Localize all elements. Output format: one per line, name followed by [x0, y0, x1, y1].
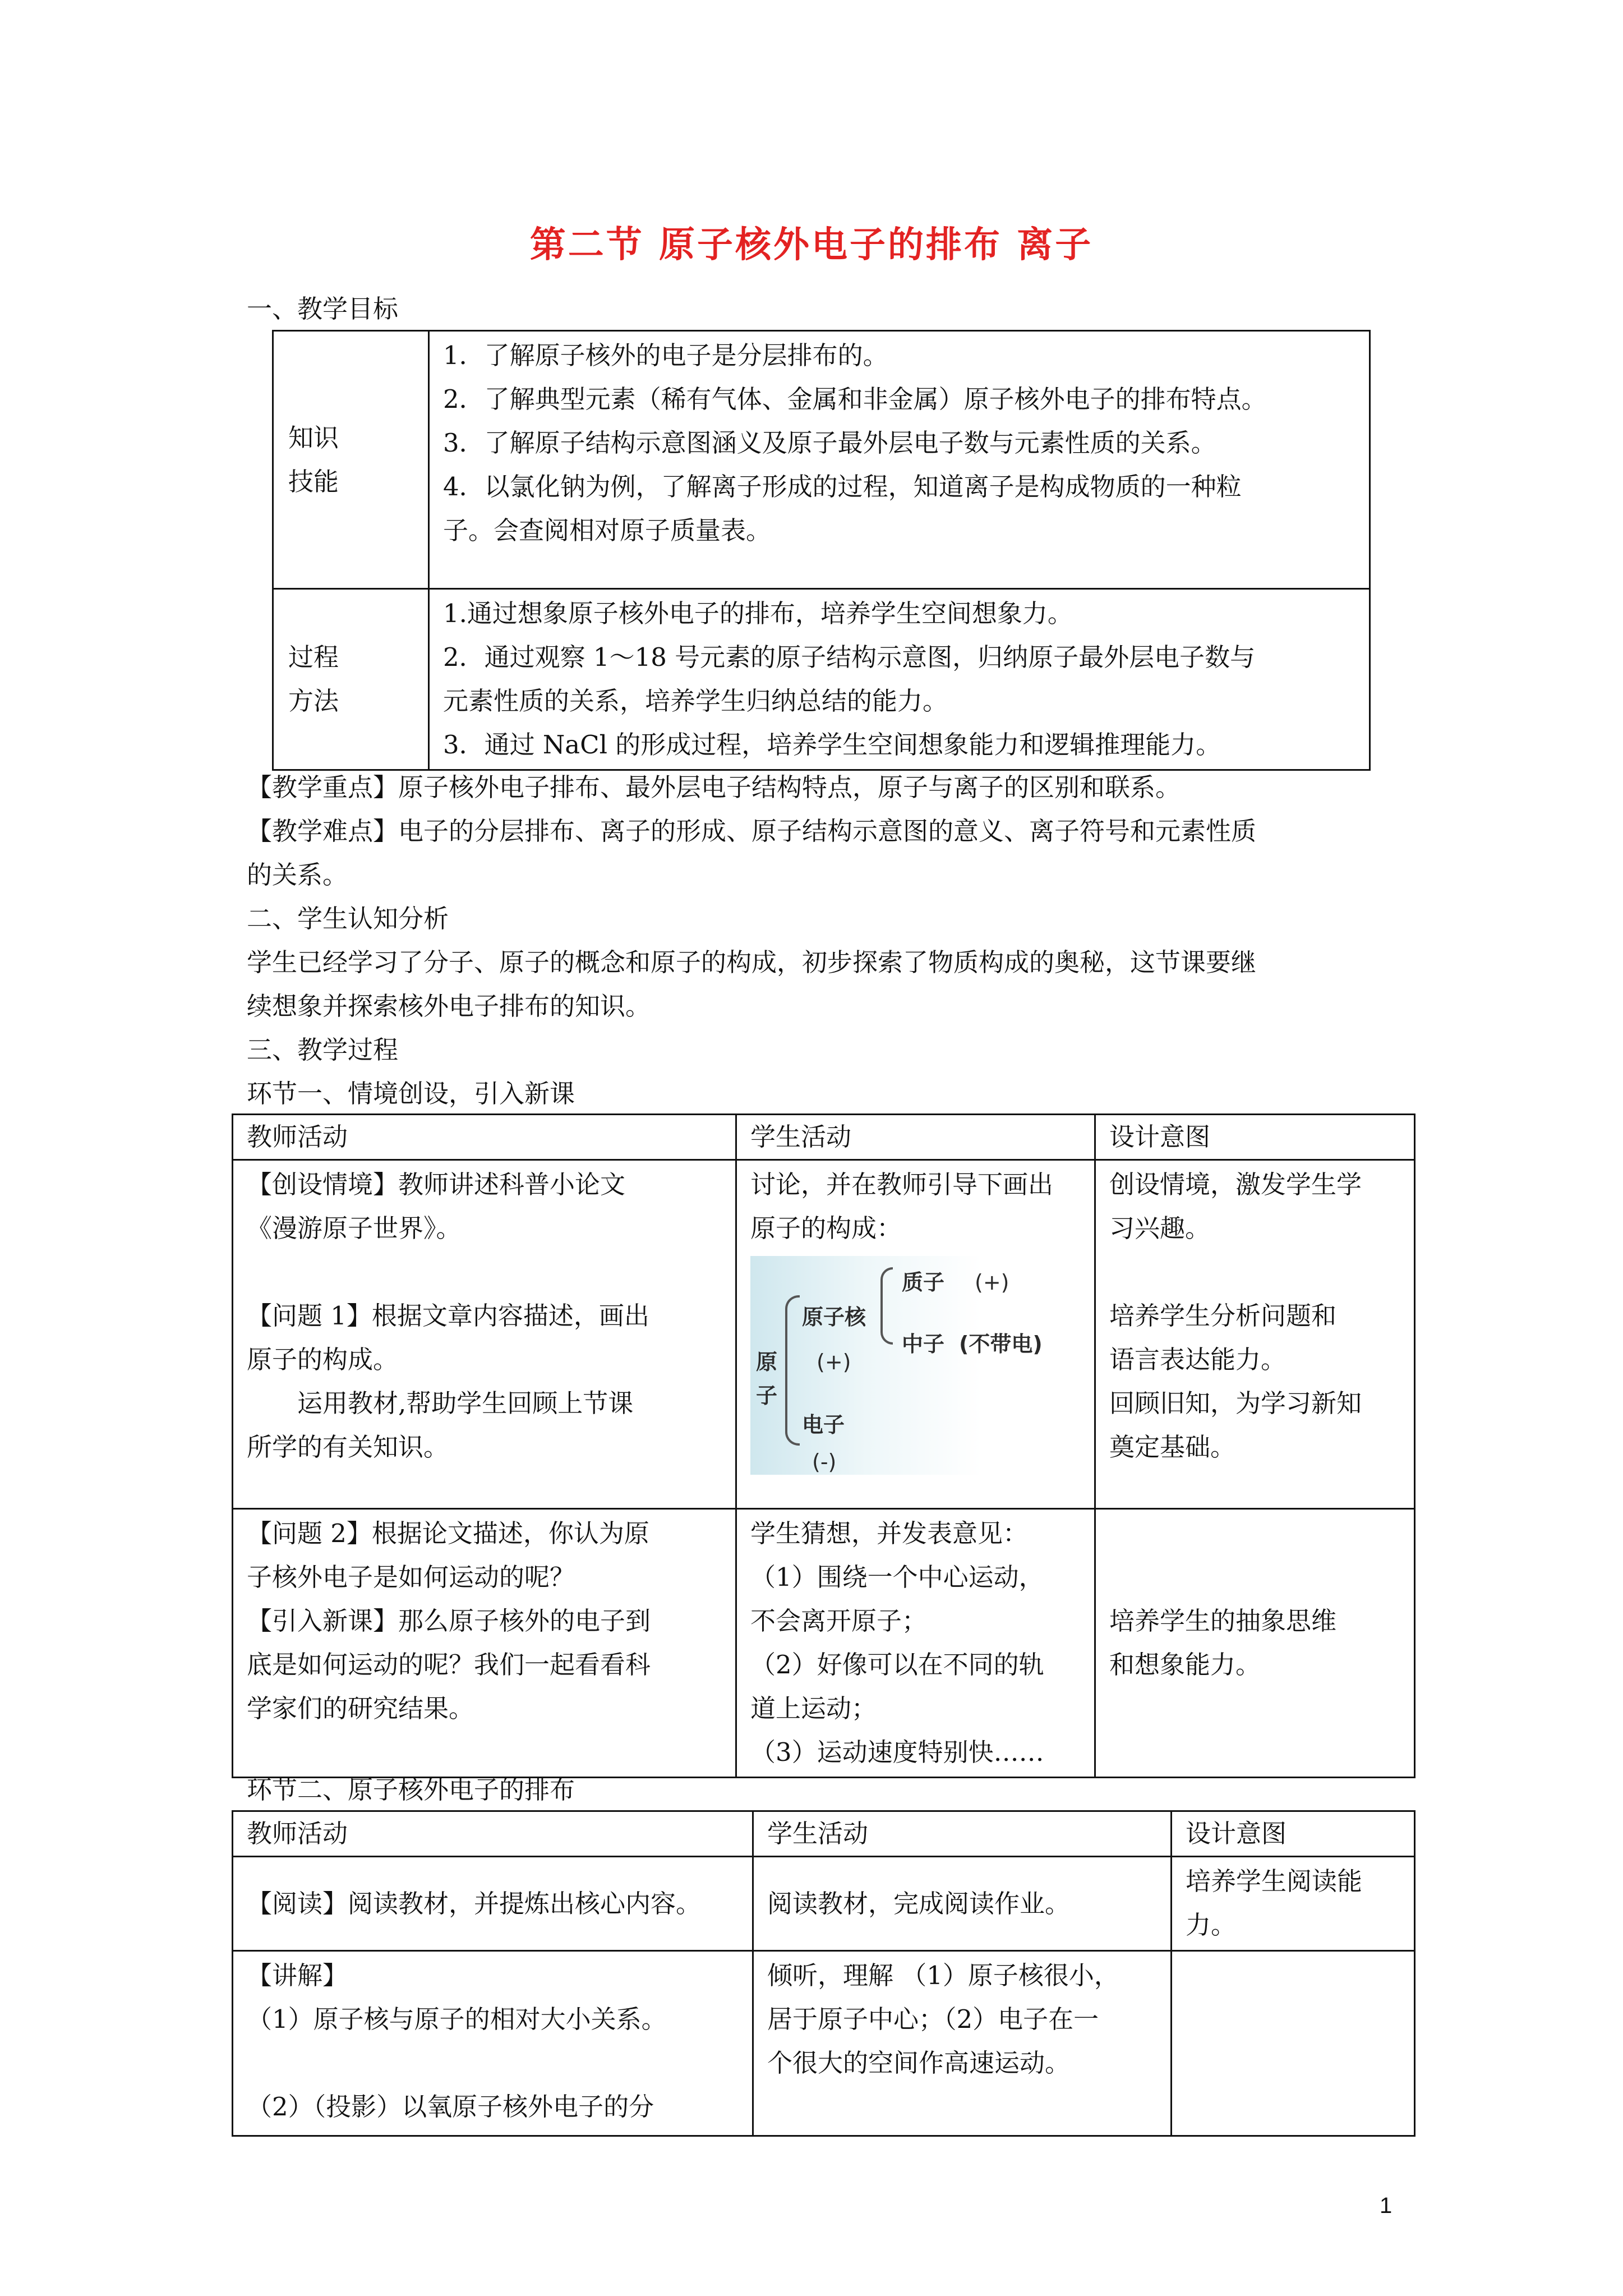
- diagram-neutron: 中子: [902, 1332, 945, 1356]
- analysis-text: 学生已经学习了分子、原子的概念和原子的构成，初步探索了物质构成的奥秘，这节课要继: [247, 947, 1257, 977]
- section-heading-analysis: 二、学生认知分析: [247, 904, 449, 933]
- header-design: 设计意图: [1095, 1115, 1415, 1160]
- diagram-electron-charge: (-): [812, 1450, 837, 1474]
- table-header-row: [233, 1115, 1415, 1160]
- student-activity: 阅读教材，完成阅读作业。: [753, 1857, 1172, 1951]
- design-intent: 培养学生的抽象思维 和想象能力。: [1095, 1509, 1415, 1778]
- objectives-table: [272, 330, 1371, 771]
- objective-row-knowledge: [273, 331, 1370, 589]
- design-intent: [1172, 1951, 1415, 2136]
- objective-label: 知识 技能: [273, 331, 429, 589]
- teacher-activity: 【阅读】阅读教材，并提炼出核心内容。: [233, 1857, 753, 1951]
- table-row: [233, 1857, 1415, 1951]
- difficulty-text: 【教学难点】电子的分层排布、离子的形成、原子结构示意图的意义、离子符号和元素性质: [247, 816, 1257, 846]
- student-activity: 倾听，理解 （1）原子核很小， 居于原子中心；（2）电子在一 个很大的空间作高速运动。: [753, 1951, 1172, 2136]
- stage2-table: [232, 1810, 1415, 2137]
- table-row: [233, 1160, 1415, 1509]
- stage1-title: 环节一、情境创设，引入新课: [247, 1079, 575, 1108]
- teacher-activity: 【问题 2】根据论文描述，你认为原 子核外电子是如何运动的呢？ 【引入新课】那么原子核外的电子到 底是如何运动的呢？我们一起看看科 学家们的研究结果。: [233, 1509, 736, 1778]
- section-heading-objectives: 一、教学目标: [247, 294, 399, 324]
- diagram-neutron-charge: (不带电): [959, 1332, 1043, 1356]
- diagram-proton: 质子: [902, 1270, 945, 1295]
- design-intent: 创设情境，激发学生学 习兴趣。 培养学生分析问题和 语言表达能力。 回顾旧知，为学习新知 奠定基础。: [1095, 1160, 1415, 1509]
- teacher-activity: 【讲解】 （1）原子核与原子的相对大小关系。 （2）（投影）以氧原子核外电子的分: [233, 1951, 753, 2136]
- teacher-activity: 【创设情境】教师讲述科普小论文 《漫游原子世界》。 【问题 1】根据文章内容描述，画出 原子的构成。 运用教材,帮助学生回顾上节课 所学的有关知识。: [233, 1160, 736, 1509]
- table-row: [233, 1509, 1415, 1778]
- atom-structure-diagram: [750, 1256, 1081, 1475]
- objective-label: 过程 方法: [273, 589, 429, 770]
- student-activity: 学生猜想，并发表意见： （1）围绕一个中心运动， 不会离开原子； （2）好像可以在不同的轨 道上运动； （3）运动速度特别快……: [736, 1509, 1095, 1778]
- section-heading-process: 三、教学过程: [247, 1035, 399, 1065]
- diagram-atom-label: 原: [756, 1350, 778, 1374]
- page-number: 1: [1380, 2193, 1393, 2218]
- header-design: 设计意图: [1172, 1811, 1415, 1857]
- design-intent: 培养学生阅读能 力。: [1172, 1857, 1415, 1951]
- analysis-text-cont: 续想象并探索核外电子排布的知识。: [247, 991, 651, 1021]
- objective-content: 1．了解原子核外的电子是分层排布的。 2．了解典型元素（稀有气体、金属和非金属）原子核外电子的排布特点。 3．了解原子结构示意图涵义及原子最外层电子数与元素性质的关系。 4．以氯化钠为例，了解离子形成的过程，知道离子是构成物质的一种粒 子。会查阅相对原子质量表。: [429, 331, 1370, 589]
- student-activity: 讨论，并在教师引导下画出 原子的构成： 原 子 原子核 (+) 质子 (+) 中子 (不带电) 电子 (-): [736, 1160, 1095, 1509]
- objective-content: 1.通过想象原子核外电子的排布，培养学生空间想象力。 2．通过观察 1～18 号元素的原子结构示意图，归纳原子最外层电子数与 元素性质的关系，培养学生归纳总结的能力。 3．通过 NaCl 的形成过程，培养学生空间想象能力和逻辑推理能力。: [429, 589, 1370, 770]
- header-teacher: 教师活动: [233, 1811, 753, 1857]
- diagram-electron: 电子: [802, 1412, 845, 1437]
- header-teacher: 教师活动: [233, 1115, 736, 1160]
- difficulty-text-cont: 的关系。: [247, 860, 348, 890]
- stage1-table: [232, 1114, 1415, 1778]
- key-point-text: 【教学重点】原子核外电子排布、最外层电子结构特点，原子与离子的区别和联系。: [247, 772, 1181, 802]
- diagram-nucleus: 原子核: [802, 1305, 866, 1329]
- table-header-row: [233, 1811, 1415, 1857]
- page-title: 第二节 原子核外电子的排布 离子: [529, 224, 1094, 266]
- table-row: [233, 1951, 1415, 2136]
- diagram-nucleus-charge: (+): [817, 1350, 851, 1374]
- diagram-proton-charge: (+): [975, 1270, 1009, 1295]
- header-student: 学生活动: [736, 1115, 1095, 1160]
- diagram-atom-label: 子: [756, 1383, 778, 1408]
- stage2-title: 环节二、原子核外电子的排布: [247, 1775, 575, 1805]
- header-student: 学生活动: [753, 1811, 1172, 1857]
- objective-row-process: [273, 589, 1370, 770]
